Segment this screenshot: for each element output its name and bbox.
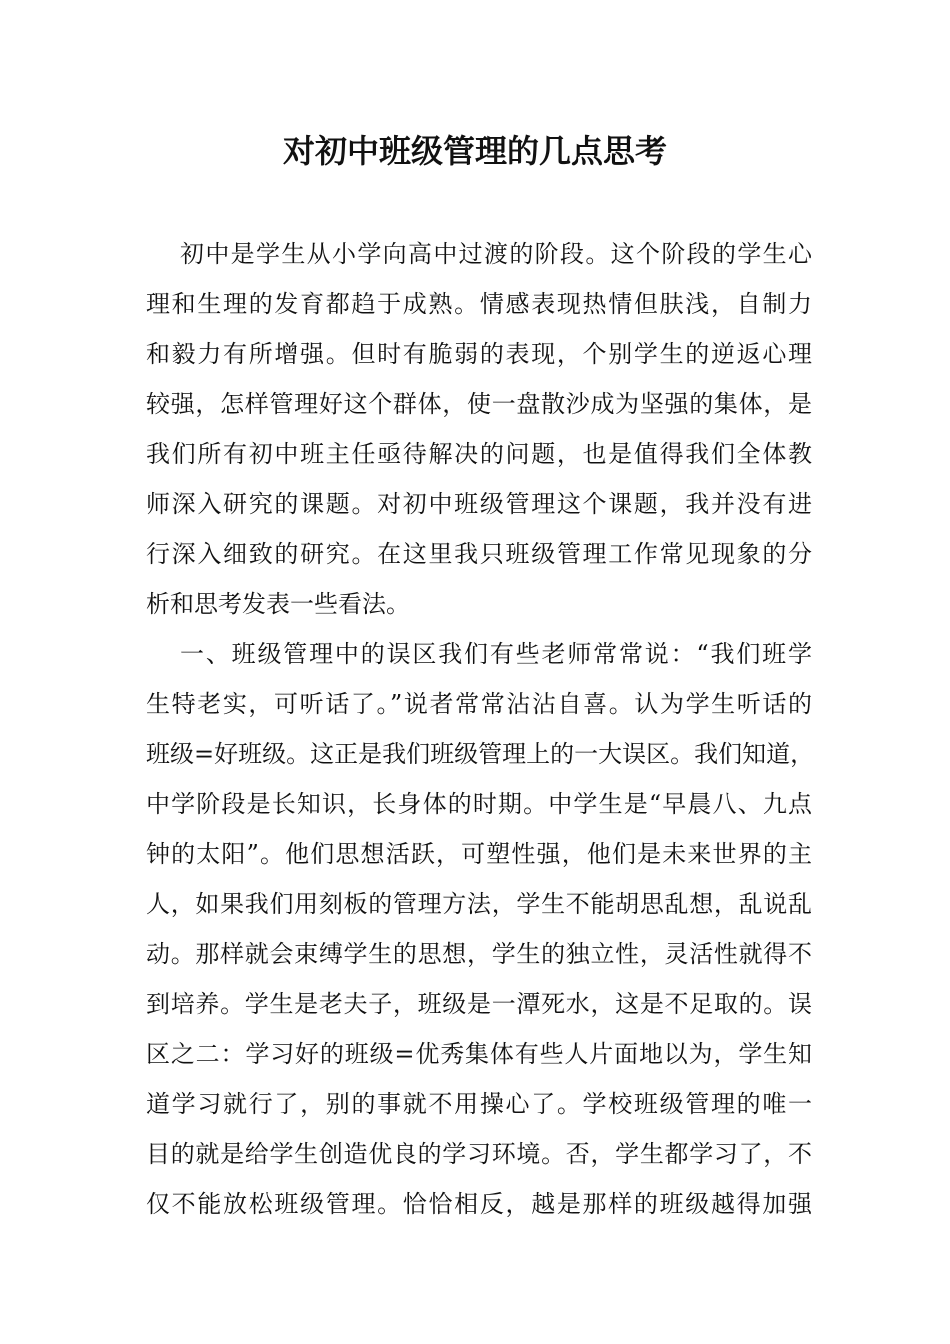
paragraph-line: 仅不能放松班级管理。恰恰相反，越是那样的班级越得加强	[146, 1190, 812, 1218]
document-title: 对初中班级管理的几点思考	[282, 132, 667, 170]
paragraph-line: 一、班级管理中的误区我们有些老师常常说：“我们班学	[180, 640, 812, 668]
paragraph-line: 到培养。学生是老夫子，班级是一潭死水，这是不足取的。误	[146, 990, 812, 1018]
paragraph-line: 钟的太阳”。他们思想活跃，可塑性强，他们是未来世界的主	[146, 840, 812, 868]
paragraph-line: 较强，怎样管理好这个群体，使一盘散沙成为坚强的集体，是	[146, 390, 812, 418]
paragraph-line: 理和生理的发育都趋于成熟。情感表现热情但肤浅，自制力	[146, 290, 812, 318]
paragraph-line: 和毅力有所增强。但时有脆弱的表现，个别学生的逆返心理	[146, 340, 812, 368]
paragraph-line: 析和思考发表一些看法。	[146, 590, 410, 618]
paragraph-line: 区之二：学习好的班级=优秀集体有些人片面地以为，学生知	[146, 1040, 812, 1068]
paragraph-line: 目的就是给学生创造优良的学习环境。否，学生都学习了，不	[146, 1140, 812, 1168]
paragraph-line: 人，如果我们用刻板的管理方法，学生不能胡思乱想，乱说乱	[146, 890, 812, 918]
paragraph-line: 初中是学生从小学向高中过渡的阶段。这个阶段的学生心	[180, 240, 812, 268]
paragraph-line: 动。那样就会束缚学生的思想，学生的独立性，灵活性就得不	[146, 940, 812, 968]
paragraph-line: 班级=好班级。这正是我们班级管理上的一大误区。我们知道，	[146, 740, 815, 768]
paragraph-line: 中学阶段是长知识，长身体的时期。中学生是“早晨八、九点	[146, 790, 812, 818]
paragraph-line: 师深入研究的课题。对初中班级管理这个课题，我并没有进	[146, 490, 812, 518]
paragraph-line: 生特老实，可听话了。”说者常常沾沾自喜。认为学生听话的	[146, 690, 812, 718]
paragraph-line: 行深入细致的研究。在这里我只班级管理工作常见现象的分	[146, 540, 812, 568]
paragraph-line: 我们所有初中班主任亟待解决的问题，也是值得我们全体教	[146, 440, 812, 468]
paragraph-line: 道学习就行了，别的事就不用操心了。学校班级管理的唯一	[146, 1090, 812, 1118]
document-body	[146, 229, 815, 1229]
